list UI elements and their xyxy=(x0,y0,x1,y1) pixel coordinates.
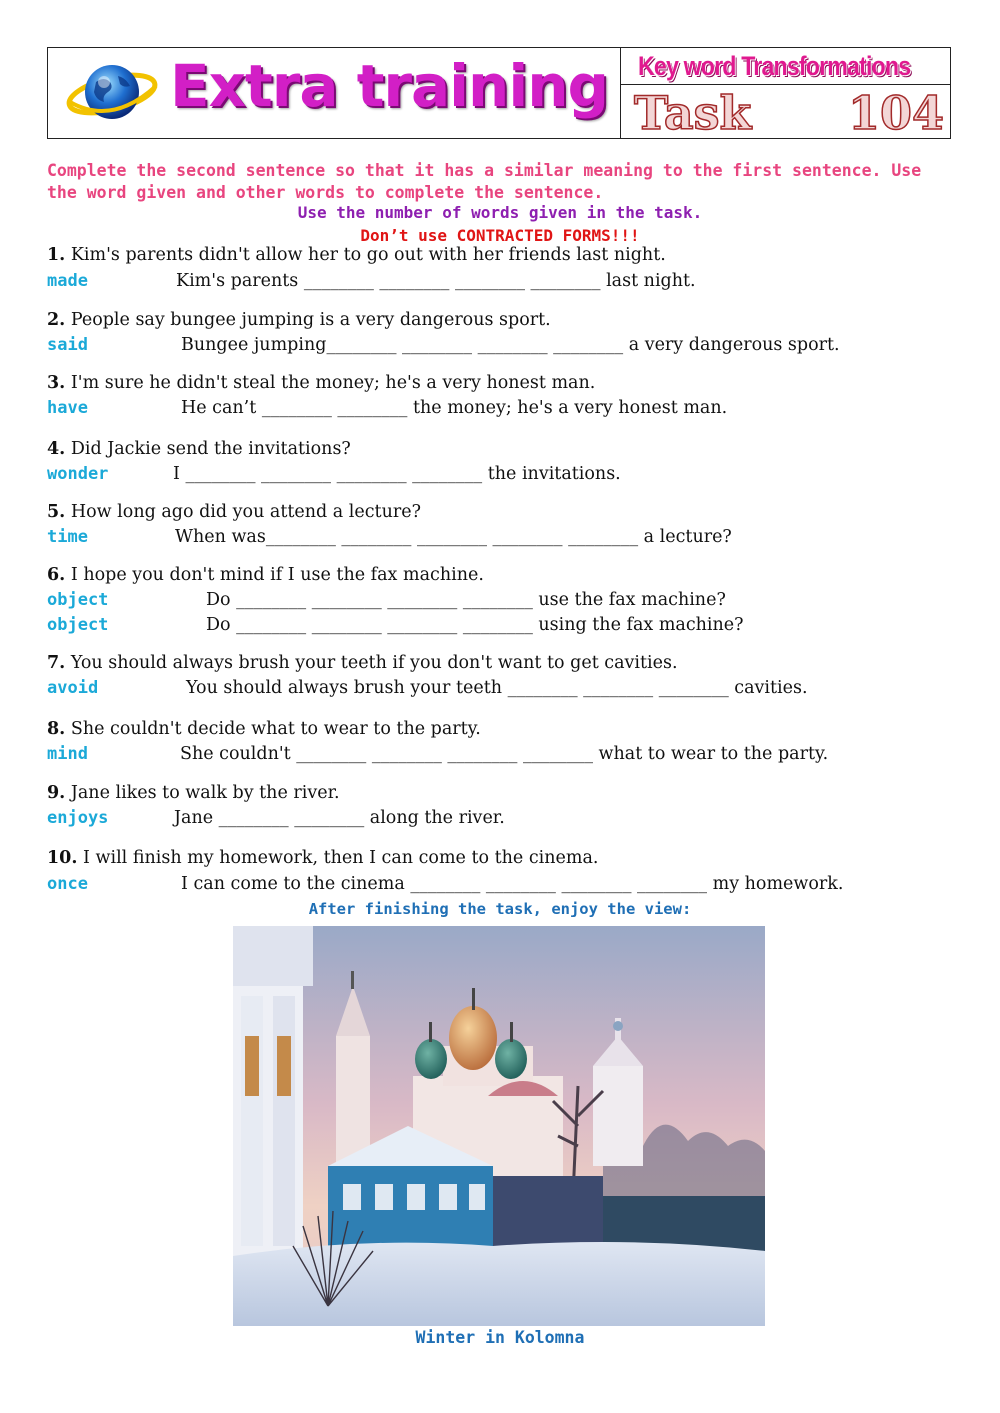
subtitle: Key word Transformations xyxy=(638,51,911,81)
question-number: 3. xyxy=(47,373,66,393)
question-3 xyxy=(47,373,595,393)
question-number: 1. xyxy=(47,245,66,265)
answer-line-2[interactable]: Bungee jumping________ ________ ________ ________ a very dangerous sport. xyxy=(181,335,840,355)
answer-line-3[interactable]: He can’t ________ ________ the money; he's a very honest man. xyxy=(181,398,728,418)
worksheet-header xyxy=(47,47,951,139)
question-number: 8. xyxy=(47,719,66,739)
answer-line-8[interactable]: She couldn't ________ ________ ________ ________ what to wear to the party. xyxy=(180,744,829,764)
question-number: 9. xyxy=(47,783,66,803)
photo-intro-caption: After finishing the task, enjoy the view: xyxy=(308,900,692,918)
answer-line-9[interactable]: Jane ________ ________ along the river. xyxy=(174,808,505,828)
answer-line-6a[interactable]: Do ________ ________ ________ ________ use the fax machine? xyxy=(206,590,726,610)
answer-line-6b[interactable]: Do ________ ________ ________ ________ using the fax machine? xyxy=(206,615,744,635)
question-2 xyxy=(47,310,551,330)
question-text: You should always brush your teeth if you don't want to get cavities. xyxy=(65,653,678,673)
question-6 xyxy=(47,565,484,585)
question-9 xyxy=(47,783,340,803)
answer-line-7[interactable]: You should always brush your teeth ________ ________ ________ cavities. xyxy=(186,678,808,698)
keyword-1: made xyxy=(47,271,88,291)
question-4 xyxy=(47,439,351,459)
task-label: Task xyxy=(634,86,752,140)
question-number: 6. xyxy=(47,565,66,585)
answer-line-10[interactable]: I can come to the cinema ________ ________ ________ ________ my homework. xyxy=(181,874,844,894)
question-text: People say bungee jumping is a very dangerous sport. xyxy=(65,310,551,330)
instruction-no-contractions: Don’t use CONTRACTED FORMS!!! xyxy=(360,226,640,245)
subtitle-cell xyxy=(620,48,950,85)
question-7 xyxy=(47,653,678,673)
question-text: Did Jackie send the invitations? xyxy=(65,439,351,459)
task-number: 104 xyxy=(848,86,945,140)
answer-line-5[interactable]: When was________ ________ ________ ________ ________ a lecture? xyxy=(175,527,732,547)
keyword-3: have xyxy=(47,398,88,418)
question-number: 5. xyxy=(47,502,66,522)
question-10 xyxy=(47,848,598,868)
question-text: Kim's parents didn't allow her to go out with her friends last night. xyxy=(65,245,666,265)
question-text: Jane likes to walk by the river. xyxy=(65,783,340,803)
question-number: 10. xyxy=(47,848,78,868)
brand-cell xyxy=(48,48,621,138)
question-text: I'm sure he didn't steal the money; he's a very honest man. xyxy=(65,373,596,393)
instruction-main: Complete the second sentence so that it has a similar meaning to the first sentence. Use the word given and other words to complete the sentence. xyxy=(47,161,922,202)
question-text: She couldn't decide what to wear to the party. xyxy=(65,719,481,739)
keyword-7: avoid xyxy=(47,678,99,698)
question-8 xyxy=(47,719,481,739)
answer-line-1[interactable]: Kim's parents ________ ________ ________ ________ last night. xyxy=(176,271,696,291)
keyword-6a: object xyxy=(47,590,109,610)
question-5 xyxy=(47,502,421,522)
keyword-9: enjoys xyxy=(47,808,109,828)
answer-line-4[interactable]: I ________ ________ ________ ________ the invitations. xyxy=(173,464,621,484)
question-number: 7. xyxy=(47,653,66,673)
globe-icon xyxy=(66,56,158,128)
keyword-4: wonder xyxy=(47,464,109,484)
task-cell xyxy=(620,84,950,138)
instruction-word-count: Use the number of words given in the task. xyxy=(297,203,703,222)
question-number: 2. xyxy=(47,310,66,330)
question-text: I hope you don't mind if I use the fax machine. xyxy=(65,565,484,585)
keyword-10: once xyxy=(47,874,88,894)
question-text: How long ago did you attend a lecture? xyxy=(65,502,421,522)
brand-title: Extra training xyxy=(170,52,609,120)
question-text: I will finish my homework, then I can come to the cinema. xyxy=(77,848,599,868)
photo-caption: Winter in Kolomna xyxy=(415,1328,585,1347)
keyword-5: time xyxy=(47,527,88,547)
keyword-6b: object xyxy=(47,615,109,635)
question-number: 4. xyxy=(47,439,66,459)
question-1 xyxy=(47,245,666,265)
winter-town-photo xyxy=(233,926,765,1326)
keyword-8: mind xyxy=(47,744,88,764)
keyword-2: said xyxy=(47,335,88,355)
